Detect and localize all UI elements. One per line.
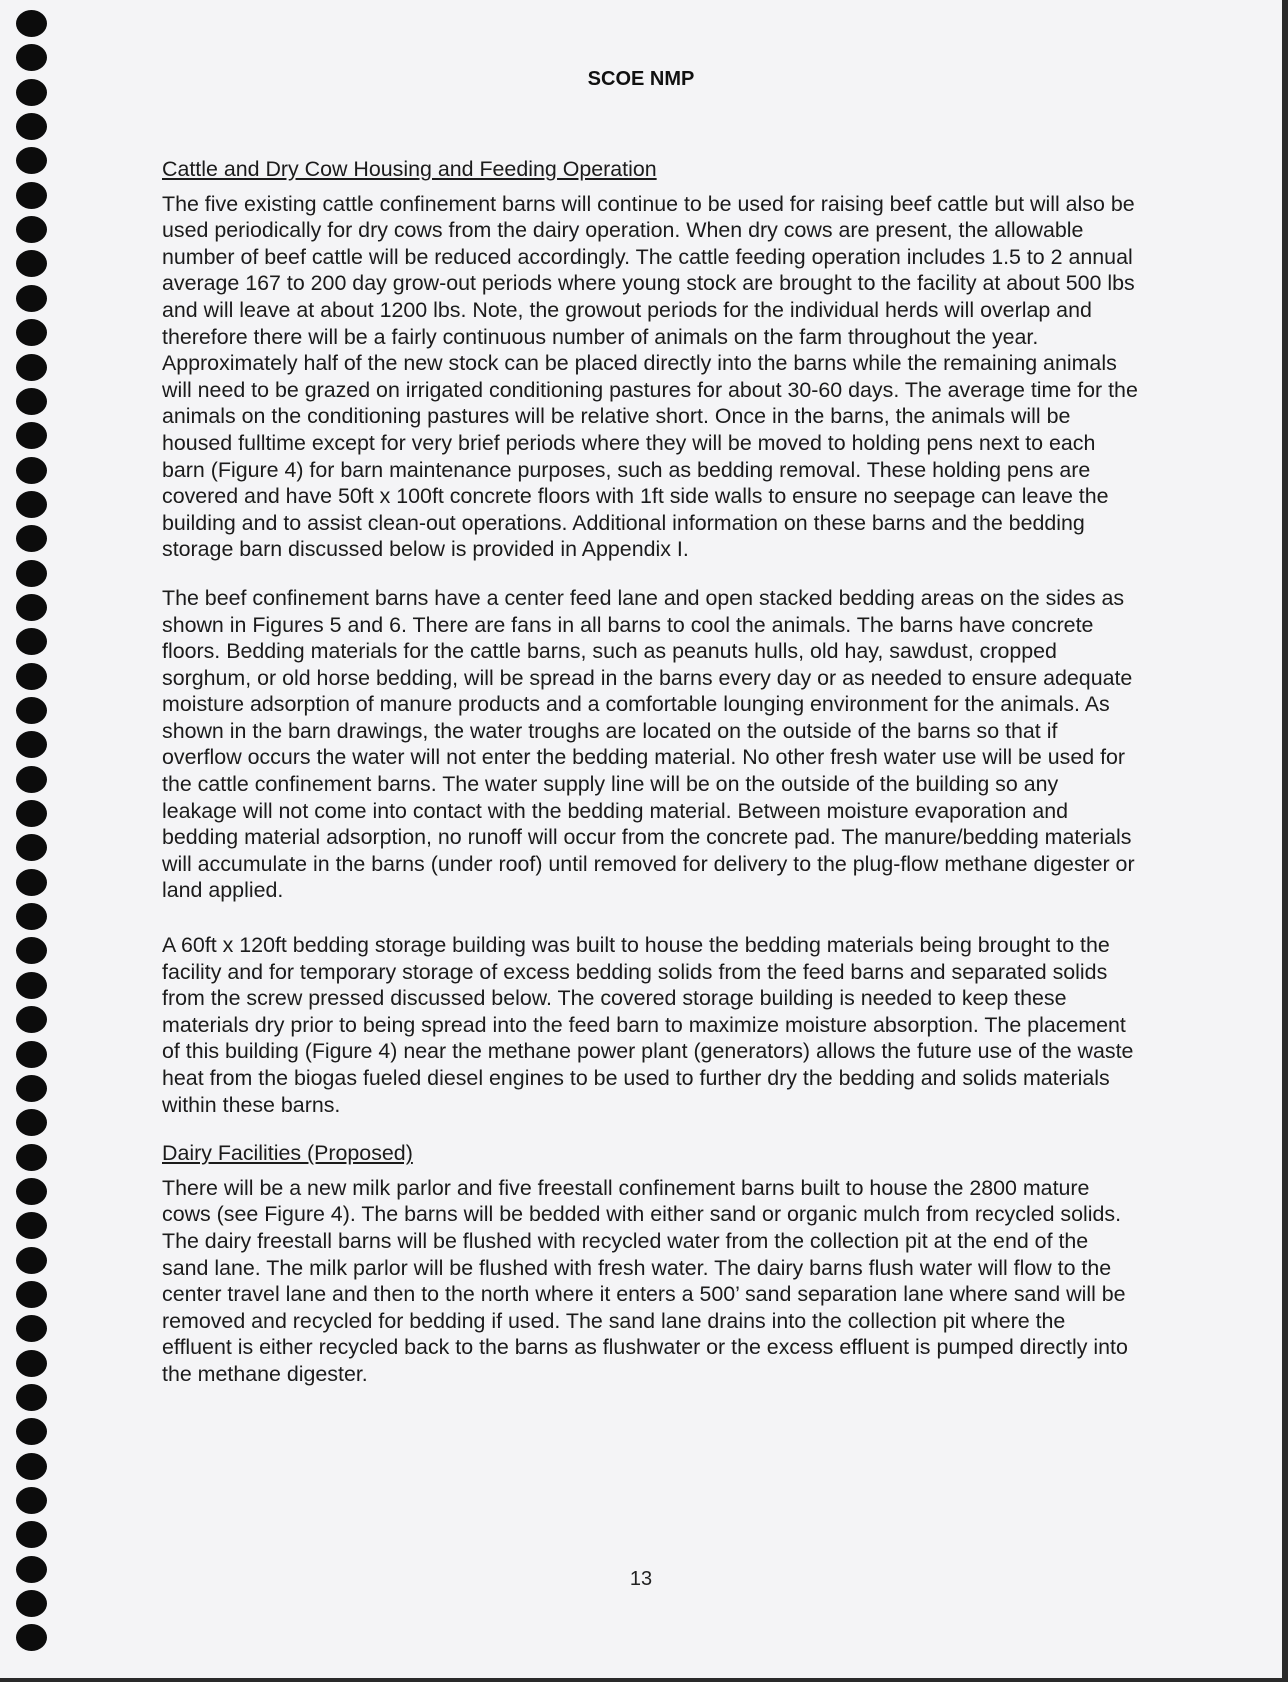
binding-hole (16, 1075, 47, 1102)
binding-hole (16, 147, 47, 174)
binding-hole (16, 1384, 47, 1411)
binding-hole (16, 972, 47, 999)
paragraph-dairy-facilities: There will be a new milk parlor and five freestall confinement barns built to house the 2800 mature cows (see Figure 4). The barns will be bedded with either sand or organic mulch from recycled solids. The dairy freestall barns will be flushed with recycled water from the collection pit at the end of the sand lane. The milk parlor will be flushed with fresh water. The dairy barns flush water will flow to the center travel lane and then to the north where it enters a 500’ sand separation lane where sand will be removed and recycled for bedding if used. The sand lane drains into the collection pit where the effluent is either recycled back to the barns as flushwater or the excess effluent is pumped directly into the methane digester. (162, 1175, 1128, 1386)
body-content (158, 156, 1138, 1416)
binding-hole (16, 834, 47, 861)
binding-hole (16, 628, 47, 655)
binding-hole (16, 319, 47, 346)
section-heading-dairy-facilities: Dairy Facilities (Proposed) (162, 1141, 413, 1166)
binding-hole (16, 697, 47, 724)
binding-hole (16, 1212, 47, 1239)
binding-hole (16, 182, 47, 209)
binding-hole (16, 800, 47, 827)
paragraph-cattle-operation: The five existing cattle confinement barns will continue to be used for raising beef cattle but will also be used periodically for dry cows from the dairy operation. When dry cows are present, the allowable number of beef cattle will be reduced accordingly. The cattle feeding operation includes 1.5 to 2 annual average 167 to 200 day grow-out periods where young stock are brought to the facility at about 500 lbs and will leave at about 1200 lbs. Note, the growout periods for the individual herds will overlap and therefore there will be a fairly continuous number of animals on the farm throughout the year. Approximately half of the new stock can be placed directly into the barns while the remaining animals will need to be grazed on irrigated conditioning pastures for about 30-60 days. The average time for the animals on the conditioning pastures will be relative short. Once in the barns, the animals will be housed fulltime except for very brief periods where they will be moved to holding pens next to each barn (Figure 4) for barn maintenance purposes, such as bedding removal. These holding pens are covered and have 50ft x 100ft concrete floors with 1ft side walls to ensure no seepage can leave the building and to assist clean-out operations. Additional information on these barns and the bedding storage barn discussed below is provided in Appendix I. (162, 191, 1138, 562)
binding-hole (16, 663, 47, 690)
binding-hole (16, 216, 47, 243)
binding-hole (16, 10, 47, 37)
binding-hole (16, 1006, 47, 1033)
binding-hole (16, 1453, 47, 1480)
binding-hole (16, 937, 47, 964)
binding-hole (16, 1041, 47, 1068)
binding-hole (16, 1521, 47, 1548)
binding-hole (16, 354, 47, 381)
binding-hole (16, 766, 47, 793)
binding-hole (16, 250, 47, 277)
binding-hole (16, 491, 47, 518)
binding-hole (16, 1178, 47, 1205)
binding-hole (16, 1109, 47, 1136)
running-head: SCOE NMP (587, 68, 695, 90)
binding-hole (16, 525, 47, 552)
binding-hole (16, 1315, 47, 1342)
binding-hole (16, 1590, 47, 1617)
paragraph-bedding-storage: A 60ft x 120ft bedding storage building was built to house the bedding materials being brought to the facility and for temporary storage of excess bedding solids from the feed barns and separated solids from the screw pressed discussed below. The covered storage building is needed to keep these materials dry prior to being spread into the feed barn to maximize moisture absorption. The placement of this building (Figure 4) near the methane power plant (generators) allows the future use of the waste heat from the biogas fueled diesel engines to be used to further dry the bedding and solids materials within these barns. (162, 933, 1134, 1117)
binding-hole (16, 113, 47, 140)
binding-hole (16, 594, 47, 621)
binding-hole (16, 457, 47, 484)
binding-hole (16, 903, 47, 930)
binding-holes (16, 6, 50, 1676)
binding-hole (16, 731, 47, 758)
binding-hole (16, 1144, 47, 1171)
binding-hole (16, 422, 47, 449)
binding-hole (16, 560, 47, 587)
binding-hole (16, 1247, 47, 1274)
binding-hole (16, 1281, 47, 1308)
binding-hole (16, 388, 47, 415)
binding-hole (16, 285, 47, 312)
binding-hole (16, 1418, 47, 1445)
binding-hole (16, 1487, 47, 1514)
page-number: 13 (629, 1568, 653, 1590)
section-heading-cattle-housing: Cattle and Dry Cow Housing and Feeding Operation (162, 157, 657, 181)
binding-hole (16, 1624, 47, 1651)
paragraph-beef-barns: The beef confinement barns have a center feed lane and open stacked bedding areas on the sides as shown in Figures 5 and 6. There are fans in all barns to cool the animals. The barns have concrete floors. Bedding materials for the cattle barns, such as peanuts hulls, old hay, sawdust, cropped sorghum, or old horse bedding, will be spread in the barns every day or as needed to ensure adequate moisture adsorption of manure products and a comfortable lounging environment for the animals. As shown in the barn drawings, the water troughs are located on the outside of the barns so that if overflow occurs the water will not enter the bedding material. No other fresh water use will be used for the cattle confinement barns. The water supply line will be on the outside of the building so any leakage will not come into contact with the bedding material. Between moisture evaporation and bedding material adsorption, no runoff will occur from the concrete pad. The manure/bedding materials will accumulate in the barns (under roof) until removed for delivery to the plug-flow methane digester or land applied. (162, 585, 1135, 903)
binding-hole (16, 869, 47, 896)
binding-hole (16, 1350, 47, 1377)
